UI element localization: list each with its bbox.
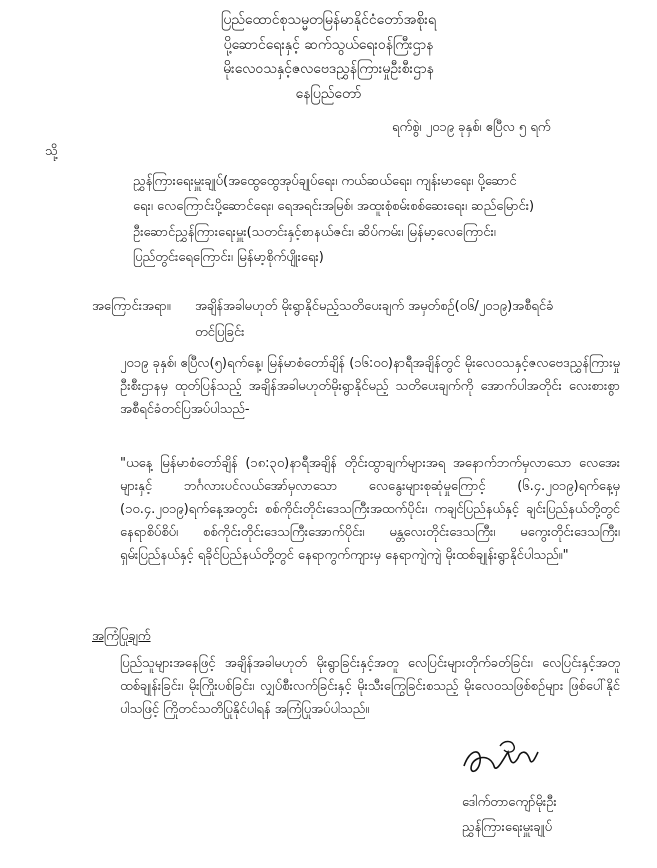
recipient-line: ညွှန်ကြားရေးမှူးချုပ်(အထွေထွေအုပ်ချုပ်ရေး၊ ကယ်ဆယ်ရေး၊ ကျန်းမာရေး၊ ပို့ဆောင် [133, 174, 517, 189]
advice-heading: အကြံပြုချက် [92, 629, 151, 644]
header-line-city: နေပြည်တော် [295, 86, 362, 102]
body-paragraph: ၂၀၁၉ ခုနှစ်၊ ဧပြီလ(၅)ရက်နေ့၊ မြန်မာစံတော်ချိန် (၁၆:၀၀)နာရီအချိန်တွင် မိုးလေဝသနှင့်ဇလဗေဒညွှန်ကြားမှုဦးစီးဌာနမှ ထုတ်ပြန်သည့် အချိန်အခါမဟုတ်မိုးရွာနိုင်မည့် သတိပေးချက်ကို အောက်ပါအတိုင်း လေးစားစွာ အစီရင်ခံတင်ပြအပ်ပါသည်- [120, 356, 620, 417]
recipient-line: ပြည်တွင်းရေကြောင်း၊ မြန်မာ့စိုက်ပျိုးရေး) [133, 250, 324, 265]
subject-label: အကြောင်းအရာ။ [92, 299, 171, 314]
letter-date: ရက်စွဲ၊ ၂၀၁၉ ခုနှစ်၊ ဧပြီလ ၅ ရက် [392, 120, 551, 135]
subject-line: တင်ပြခြင်း [195, 325, 245, 340]
signer-name: ဒေါက်တာကျော်မိုးဦး [462, 795, 557, 810]
signature-mark [460, 738, 540, 788]
advice-paragraph: ပြည်သူများအနေဖြင့် အချိန်အခါမဟုတ် မိုးရွာခြင်းနှင့်အတူ လေပြင်းများတိုက်ခတ်ခြင်း၊ လေပြင်းနှင့်အတူ ထစ်ချုန်းခြင်း၊ မိုးကြိုးပစ်ခြင်း၊ လျှပ်စီးလက်ခြင်းနှင့် မိုးသီးကြွေခြင်းစသည့် မိုးလေဝသဖြစ်စဉ်များ ဖြစ်ပေါ်နိုင်ပါသဖြင့် ကြိုတင်သတိပြုနိုင်ပါရန် အကြံပြုအပ်ပါသည်။ [120, 656, 620, 717]
header-line-government: ပြည်ထောင်စုသမ္မတမြန်မာနိုင်ငံတော်အစိုးရ [221, 12, 436, 28]
header-line-ministry: ပို့ဆောင်ရေးနှင့် ဆက်သွယ်ရေးဝန်ကြီးဌာန [223, 37, 434, 53]
header-line-department: မိုးလေဝသနှင့်ဇလဗေဒညွှန်ကြားမှုဦးစီးဌာန [223, 61, 434, 77]
signer-title: ညွှန်ကြားရေးမှူးချုပ် [462, 820, 553, 835]
subject-line: အချိန်အခါမဟုတ် မိုးရွာနိုင်မည့်သတိပေးချက် အမှတ်စဉ်(၀၆/၂၀၁၉)အစီရင်ခံ [195, 299, 554, 314]
to-label: သို့ [45, 144, 58, 159]
recipient-line: ရေး၊ လေကြောင်းပို့ဆောင်ရေး၊ ရေအရင်းအမြစ်၊ အထူးစုံစမ်းစစ်ဆေးရေး၊ ဆည်မြောင်း) [133, 199, 535, 214]
quote-paragraph: "ယနေ့ မြန်မာစံတော်ချိန် (၁၈:၃၀)နာရီအချိန် တိုင်းထွာချက်များအရ အနောက်ဘက်မှလာသော လေအေးများနှင့် ဘင်္ဂလားပင်လယ်အော်မှလာသော လေနွေးများစုဆုံမှုကြောင့် (၆.၄.၂၀၁၉)ရက်နေ့မှ (၁၀.၄.၂၀၁၉)ရက်နေ့အတွင်း စစ်ကိုင်းတိုင်းဒေသကြီးအထက်ပိုင်း၊ ကချင်ပြည်နယ်နှင့် ချင်းပြည်နယ်တို့တွင် နေရာစိပ်စိပ်၊ စစ်ကိုင်းတိုင်းဒေသကြီးအောက်ပိုင်း၊ မန္တလေးတိုင်းဒေသကြီး၊ မကွေးတိုင်းဒေသကြီး၊ ရှမ်းပြည်နယ်နှင့် ရခိုင်ပြည်နယ်တို့တွင် နေရာကွက်ကျားမှ နေရာကျဲကျဲ မိုးထစ်ချုန်းရွာနိုင်ပါသည်။" [120, 456, 620, 563]
recipient-line: ဦးဆောင်ညွှန်ကြားရေးမှူး(သတင်းနှင့်စာနယ်ဇင်း၊ ဆိပ်ကမ်း၊ မြန်မာ့လေကြောင်း၊ [133, 225, 496, 240]
